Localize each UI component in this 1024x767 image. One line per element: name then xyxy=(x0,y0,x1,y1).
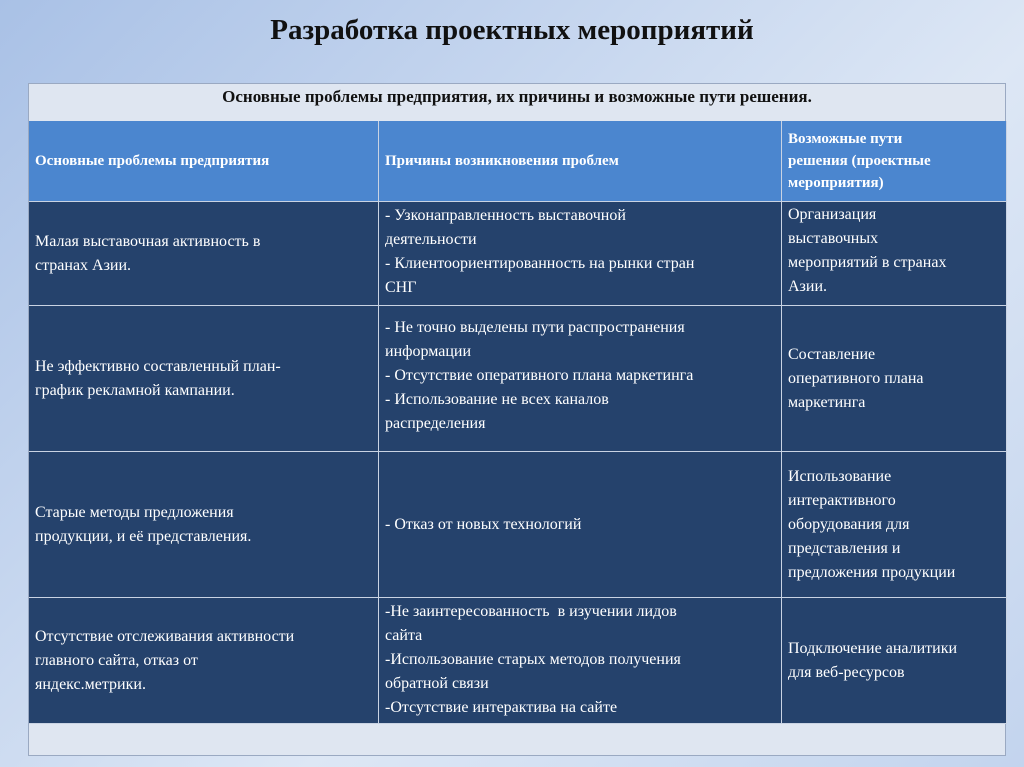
table-row-2-cause xyxy=(379,306,782,452)
table-row-1-solution xyxy=(782,202,1007,306)
header-solutions xyxy=(782,121,1007,202)
problem-line: Отсутствие отслеживания активности xyxy=(35,627,295,645)
header-causes-label: Причины возникновения проблем xyxy=(385,153,619,169)
table-row-3-problem xyxy=(29,452,379,598)
cause-line: распределения xyxy=(385,415,486,432)
table-row-2-solution xyxy=(782,306,1007,452)
cause-line: деятельности xyxy=(385,231,477,248)
table-grid xyxy=(29,121,1007,724)
solution-line: оборудования для xyxy=(788,515,910,533)
header-solutions-line: решения (проектные xyxy=(788,153,931,169)
problem-line: график рекламной кампании. xyxy=(35,381,235,399)
solution-line: мероприятий в странах xyxy=(788,254,947,271)
cause-line: - Отказ от новых технологий xyxy=(385,515,582,533)
cause-line: -Отсутствие интерактива на сайте xyxy=(385,699,618,716)
header-solutions-line: Возможные пути xyxy=(788,131,903,147)
problem-line: Не эффективно составленный план- xyxy=(35,357,281,375)
cause-line: сайта xyxy=(385,627,423,644)
table-row-3-solution xyxy=(782,452,1007,598)
solution-line: для веб-ресурсов xyxy=(788,663,905,681)
problem-line: Старые методы предложения xyxy=(35,503,234,521)
cause-line: - Клиентоориентированность на рынки стран xyxy=(385,255,695,272)
cause-line: информации xyxy=(385,343,472,360)
table-row-3-cause xyxy=(379,452,782,598)
page-title: Разработка проектных мероприятий xyxy=(270,14,754,46)
solution-line: маркетинга xyxy=(788,393,866,411)
cause-line: -Не заинтересованность в изучении лидов xyxy=(385,603,677,620)
table-row-1-cause xyxy=(379,202,782,306)
cause-line: - Использование не всех каналов xyxy=(385,391,609,408)
problem-line: яндекс.метрики. xyxy=(35,675,146,693)
table-caption: Основные проблемы предприятия, их причины и возможные пути решения. xyxy=(222,87,812,106)
cause-line: - Не точно выделены пути распространения xyxy=(385,319,685,336)
problem-line: Малая выставочная активность в xyxy=(35,232,261,250)
table-footer-row xyxy=(29,727,1005,755)
header-problems-label: Основные проблемы предприятия xyxy=(35,153,270,169)
header-problems xyxy=(29,121,379,202)
table-row-4-solution xyxy=(782,598,1007,724)
table-row-1-problem xyxy=(29,202,379,306)
table-row-4-problem xyxy=(29,598,379,724)
solution-line: выставочных xyxy=(788,230,879,247)
problems-table xyxy=(28,83,1006,756)
solution-line: Азии. xyxy=(788,278,827,295)
cause-line: - Узконаправленность выставочной xyxy=(385,207,626,224)
problem-line: странах Азии. xyxy=(35,256,132,274)
table-row-2-problem xyxy=(29,306,379,452)
cause-line: СНГ xyxy=(385,279,417,296)
solution-line: оперативного плана xyxy=(788,369,924,387)
header-solutions-line: мероприятия) xyxy=(788,175,884,191)
cause-line: - Отсутствие оперативного плана маркетинга xyxy=(385,367,694,384)
header-causes xyxy=(379,121,782,202)
solution-line: интерактивного xyxy=(788,491,896,509)
solution-line: Подключение аналитики xyxy=(788,639,958,657)
solution-line: Использование xyxy=(788,467,892,485)
problem-line: главного сайта, отказ от xyxy=(35,651,198,669)
solution-line: Организация xyxy=(788,206,877,223)
solution-line: Составление xyxy=(788,345,876,363)
solution-line: предложения продукции xyxy=(788,563,956,581)
solution-line: представления и xyxy=(788,539,901,557)
table-row-4-cause xyxy=(379,598,782,724)
problem-line: продукции, и её представления. xyxy=(35,527,252,545)
cause-line: -Использование старых методов получения xyxy=(385,651,681,668)
cause-line: обратной связи xyxy=(385,675,489,692)
